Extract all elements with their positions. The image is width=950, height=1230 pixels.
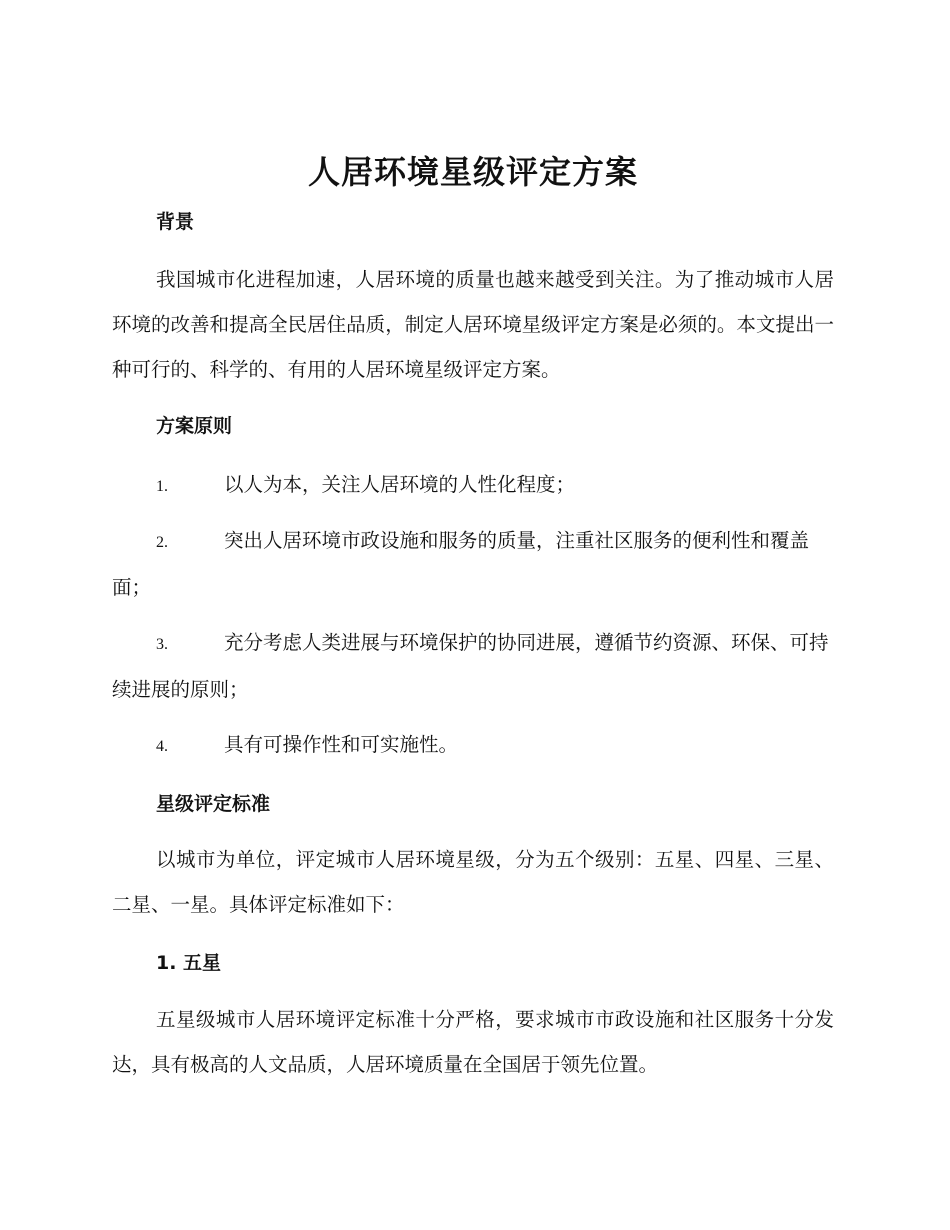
paragraph-five-star: 五星级城市人居环境评定标准十分严格，要求城市市政设施和社区服务十分发达，具有极高的人文品质，人居环境质量在全国居于领先位置。 bbox=[112, 1008, 834, 1076]
principle-number: 2. bbox=[156, 534, 168, 551]
paragraph-standards: 以城市为单位，评定城市人居环境星级，分为五个级别：五星、四星、三星、二星、一星。具体评定标准如下： bbox=[112, 848, 834, 916]
principle-number: 1. bbox=[156, 478, 168, 495]
principle-text: 突出人居环境市政设施和服务的质量，注重社区服务的便利性和覆盖面； bbox=[112, 529, 810, 599]
principle-text: 以人为本，关注人居环境的人性化程度； bbox=[224, 473, 576, 496]
heading-principles: 方案原则 bbox=[156, 415, 233, 437]
heading-standards: 星级评定标准 bbox=[156, 793, 271, 815]
principle-item-3 bbox=[112, 620, 834, 712]
principle-number: 3. bbox=[156, 636, 168, 653]
principle-text: 充分考虑人类进展与环境保护的协同进展，遵循节约资源、环保、可持续进展的原则； bbox=[112, 631, 829, 701]
heading-background: 背景 bbox=[156, 211, 195, 233]
principle-text: 具有可操作性和可实施性。 bbox=[224, 733, 459, 756]
paragraph-background: 我国城市化进程加速，人居环境的质量也越来越受到关注。为了推动城市人居环境的改善和提高全民居住品质，制定人居环境星级评定方案是必须的。本文提出一种可行的、科学的、有用的人居环境星级评定方案。 bbox=[112, 268, 834, 381]
principle-item-2 bbox=[112, 518, 834, 610]
principle-item-1 bbox=[112, 462, 834, 509]
heading-five-star: 1. 五星 bbox=[156, 952, 222, 974]
principle-number: 4. bbox=[156, 738, 168, 755]
principle-item-4 bbox=[112, 722, 834, 769]
document-title: 人居环境星级评定方案 bbox=[307, 153, 638, 191]
